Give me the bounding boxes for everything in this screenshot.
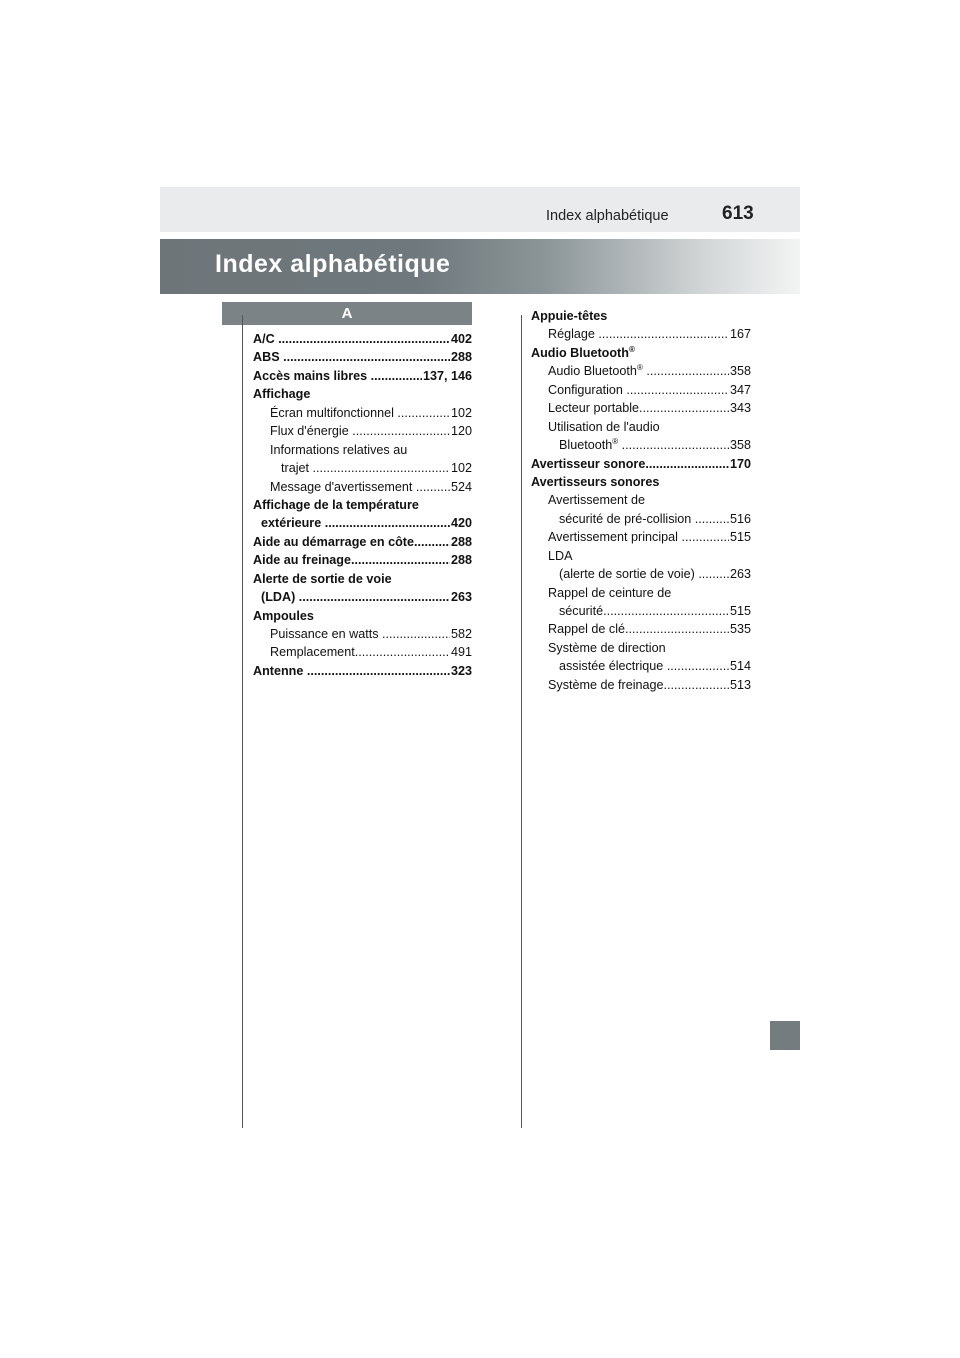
index-entry-text: Affichage de la température: [253, 497, 419, 512]
page-reference[interactable]: 102: [450, 459, 472, 477]
index-column-left: [253, 330, 472, 680]
index-entry-text: Alerte de sortie de voie: [253, 571, 392, 586]
index-entry-text: Affichage: [253, 387, 311, 402]
page-reference[interactable]: 420: [450, 514, 472, 532]
page-reference[interactable]: 513: [729, 676, 751, 694]
page-number: 613: [722, 203, 754, 224]
page-reference[interactable]: 535: [729, 620, 751, 638]
page-reference[interactable]: 582: [450, 625, 472, 643]
registered-mark: ®: [636, 363, 643, 373]
index-entry-text: Configuration: [548, 382, 627, 397]
index-entry: [531, 602, 751, 620]
index-entry-text: Avertisseurs sonores: [531, 474, 660, 489]
index-entry-text: ABS: [253, 350, 284, 365]
index-entry: [531, 381, 751, 399]
index-entry: [531, 510, 751, 528]
page-reference[interactable]: 343: [729, 399, 751, 417]
index-entry: [531, 418, 751, 436]
page-reference[interactable]: 137, 146: [422, 367, 472, 385]
index-entry-text: Aide au démarrage en côte: [253, 534, 414, 549]
page-reference[interactable]: 167: [729, 325, 751, 343]
index-entry-text: Antenne: [253, 663, 307, 678]
page-reference[interactable]: 347: [729, 381, 751, 399]
index-entry-text: Audio Bluetooth: [548, 364, 637, 379]
page-reference[interactable]: 288: [450, 348, 472, 366]
index-entry-text: A/C: [253, 332, 279, 346]
index-entry-text: Écran multifonctionnel: [270, 405, 398, 420]
index-entry-text: Appuie-têtes: [531, 309, 608, 323]
index-entry: [531, 325, 751, 343]
index-entry-text: Remplacement: [270, 645, 355, 660]
index-entry: [253, 533, 472, 551]
index-entry-text: Utilisation de l'audio: [548, 419, 660, 434]
index-entry: [531, 399, 751, 417]
page-reference[interactable]: 515: [729, 528, 751, 546]
index-entry-text: Rappel de ceinture de: [548, 585, 672, 600]
index-entry-text: Message d'avertissement: [270, 479, 416, 494]
index-entry: [253, 367, 472, 385]
index-entry: [253, 478, 472, 496]
section-letter-header: A: [222, 302, 472, 325]
index-entry-text-suffix: [618, 438, 622, 452]
page-reference[interactable]: 516: [729, 510, 751, 528]
index-entry-text: trajet: [281, 461, 313, 476]
index-entry-text: Lecteur portable: [548, 401, 640, 416]
index-entry-text: assistée électrique: [559, 659, 667, 674]
index-entry: [253, 385, 472, 403]
index-entry-text: Flux d'énergie: [270, 424, 353, 439]
index-entry: [531, 620, 751, 638]
page-reference[interactable]: 358: [729, 436, 751, 454]
index-entry: [531, 362, 751, 380]
index-entry: [253, 348, 472, 366]
index-entry: [531, 676, 751, 694]
page-reference[interactable]: 263: [729, 565, 751, 583]
index-entry-text: sécurité de pré-collision: [559, 511, 695, 526]
index-entry-text: (LDA): [261, 590, 299, 605]
header-bar: [160, 187, 800, 232]
page-reference[interactable]: 288: [450, 533, 472, 551]
page-reference[interactable]: 323: [450, 662, 472, 680]
registered-mark: ®: [628, 344, 635, 354]
index-entry: [253, 588, 472, 606]
index-entry-text: Rappel de clé: [548, 622, 626, 637]
index-entry: [531, 344, 751, 362]
index-entry: [253, 551, 472, 569]
page-reference[interactable]: 170: [729, 455, 751, 473]
page-title: Index alphabétique: [215, 250, 451, 278]
index-entry-text: Informations relatives au: [270, 442, 408, 457]
page-reference[interactable]: 288: [450, 551, 472, 569]
index-entry-text: Avertissement principal: [548, 530, 682, 545]
page-reference[interactable]: 514: [729, 657, 751, 675]
index-entry: [531, 436, 751, 454]
index-entry-text: LDA: [548, 548, 573, 563]
index-entry: [531, 657, 751, 675]
registered-mark: ®: [612, 436, 619, 446]
page-reference[interactable]: 515: [729, 602, 751, 620]
right-column-rule: [521, 315, 522, 1128]
index-entry: [253, 625, 472, 643]
index-entry: [531, 307, 751, 325]
index-entry-text: Accès mains libres: [253, 368, 371, 383]
index-entry: [531, 491, 751, 509]
page-reference[interactable]: 263: [450, 588, 472, 606]
index-entry-text: Puissance en watts: [270, 627, 383, 641]
index-entry: [531, 455, 751, 473]
index-entry-text: Avertissement de: [548, 493, 646, 508]
page-reference[interactable]: 491: [450, 643, 472, 661]
index-entry: [531, 528, 751, 546]
index-entry: [531, 565, 751, 583]
index-entry: [253, 496, 472, 514]
index-entry: [253, 607, 472, 625]
index-entry-text: Réglage: [548, 327, 599, 342]
index-entry: [253, 643, 472, 661]
page-reference[interactable]: 102: [450, 404, 472, 422]
page-reference[interactable]: 358: [729, 362, 751, 380]
index-entry: [253, 404, 472, 422]
index-entry-text: Audio Bluetooth: [531, 345, 629, 360]
left-column-rule: [242, 315, 243, 1128]
header-title: Index alphabétique: [546, 208, 669, 224]
index-entry-text: (alerte de sortie de voie): [559, 567, 699, 582]
index-entry-text: Ampoules: [253, 608, 314, 623]
index-entry-text: extérieure: [261, 516, 325, 531]
section-tab-marker: [770, 1021, 800, 1050]
page-reference[interactable]: 120: [450, 422, 472, 440]
page-reference[interactable]: 402: [450, 330, 472, 348]
index-entry: [531, 584, 751, 602]
index-entry: [531, 547, 751, 565]
index-column-right: [531, 307, 751, 694]
index-entry-text: sécurité: [559, 604, 604, 618]
index-entry-text: Système de direction: [548, 640, 666, 655]
index-entry: [253, 441, 472, 459]
index-entry-text: Aide au freinage: [253, 553, 351, 568]
index-entry: [531, 639, 751, 657]
index-entry: [253, 514, 472, 532]
index-entry: [253, 330, 472, 348]
index-entry-text-suffix: [643, 364, 647, 378]
index-entry: [253, 662, 472, 680]
index-entry-text: Bluetooth: [559, 438, 613, 453]
index-entry: [253, 570, 472, 588]
index-entry-text: Avertisseur sonore: [531, 456, 646, 471]
page-reference[interactable]: 524: [450, 478, 472, 496]
index-entry: [531, 473, 751, 491]
index-entry-text: Système de freinage: [548, 677, 664, 692]
index-entry: [253, 422, 472, 440]
index-entry: [253, 459, 472, 477]
